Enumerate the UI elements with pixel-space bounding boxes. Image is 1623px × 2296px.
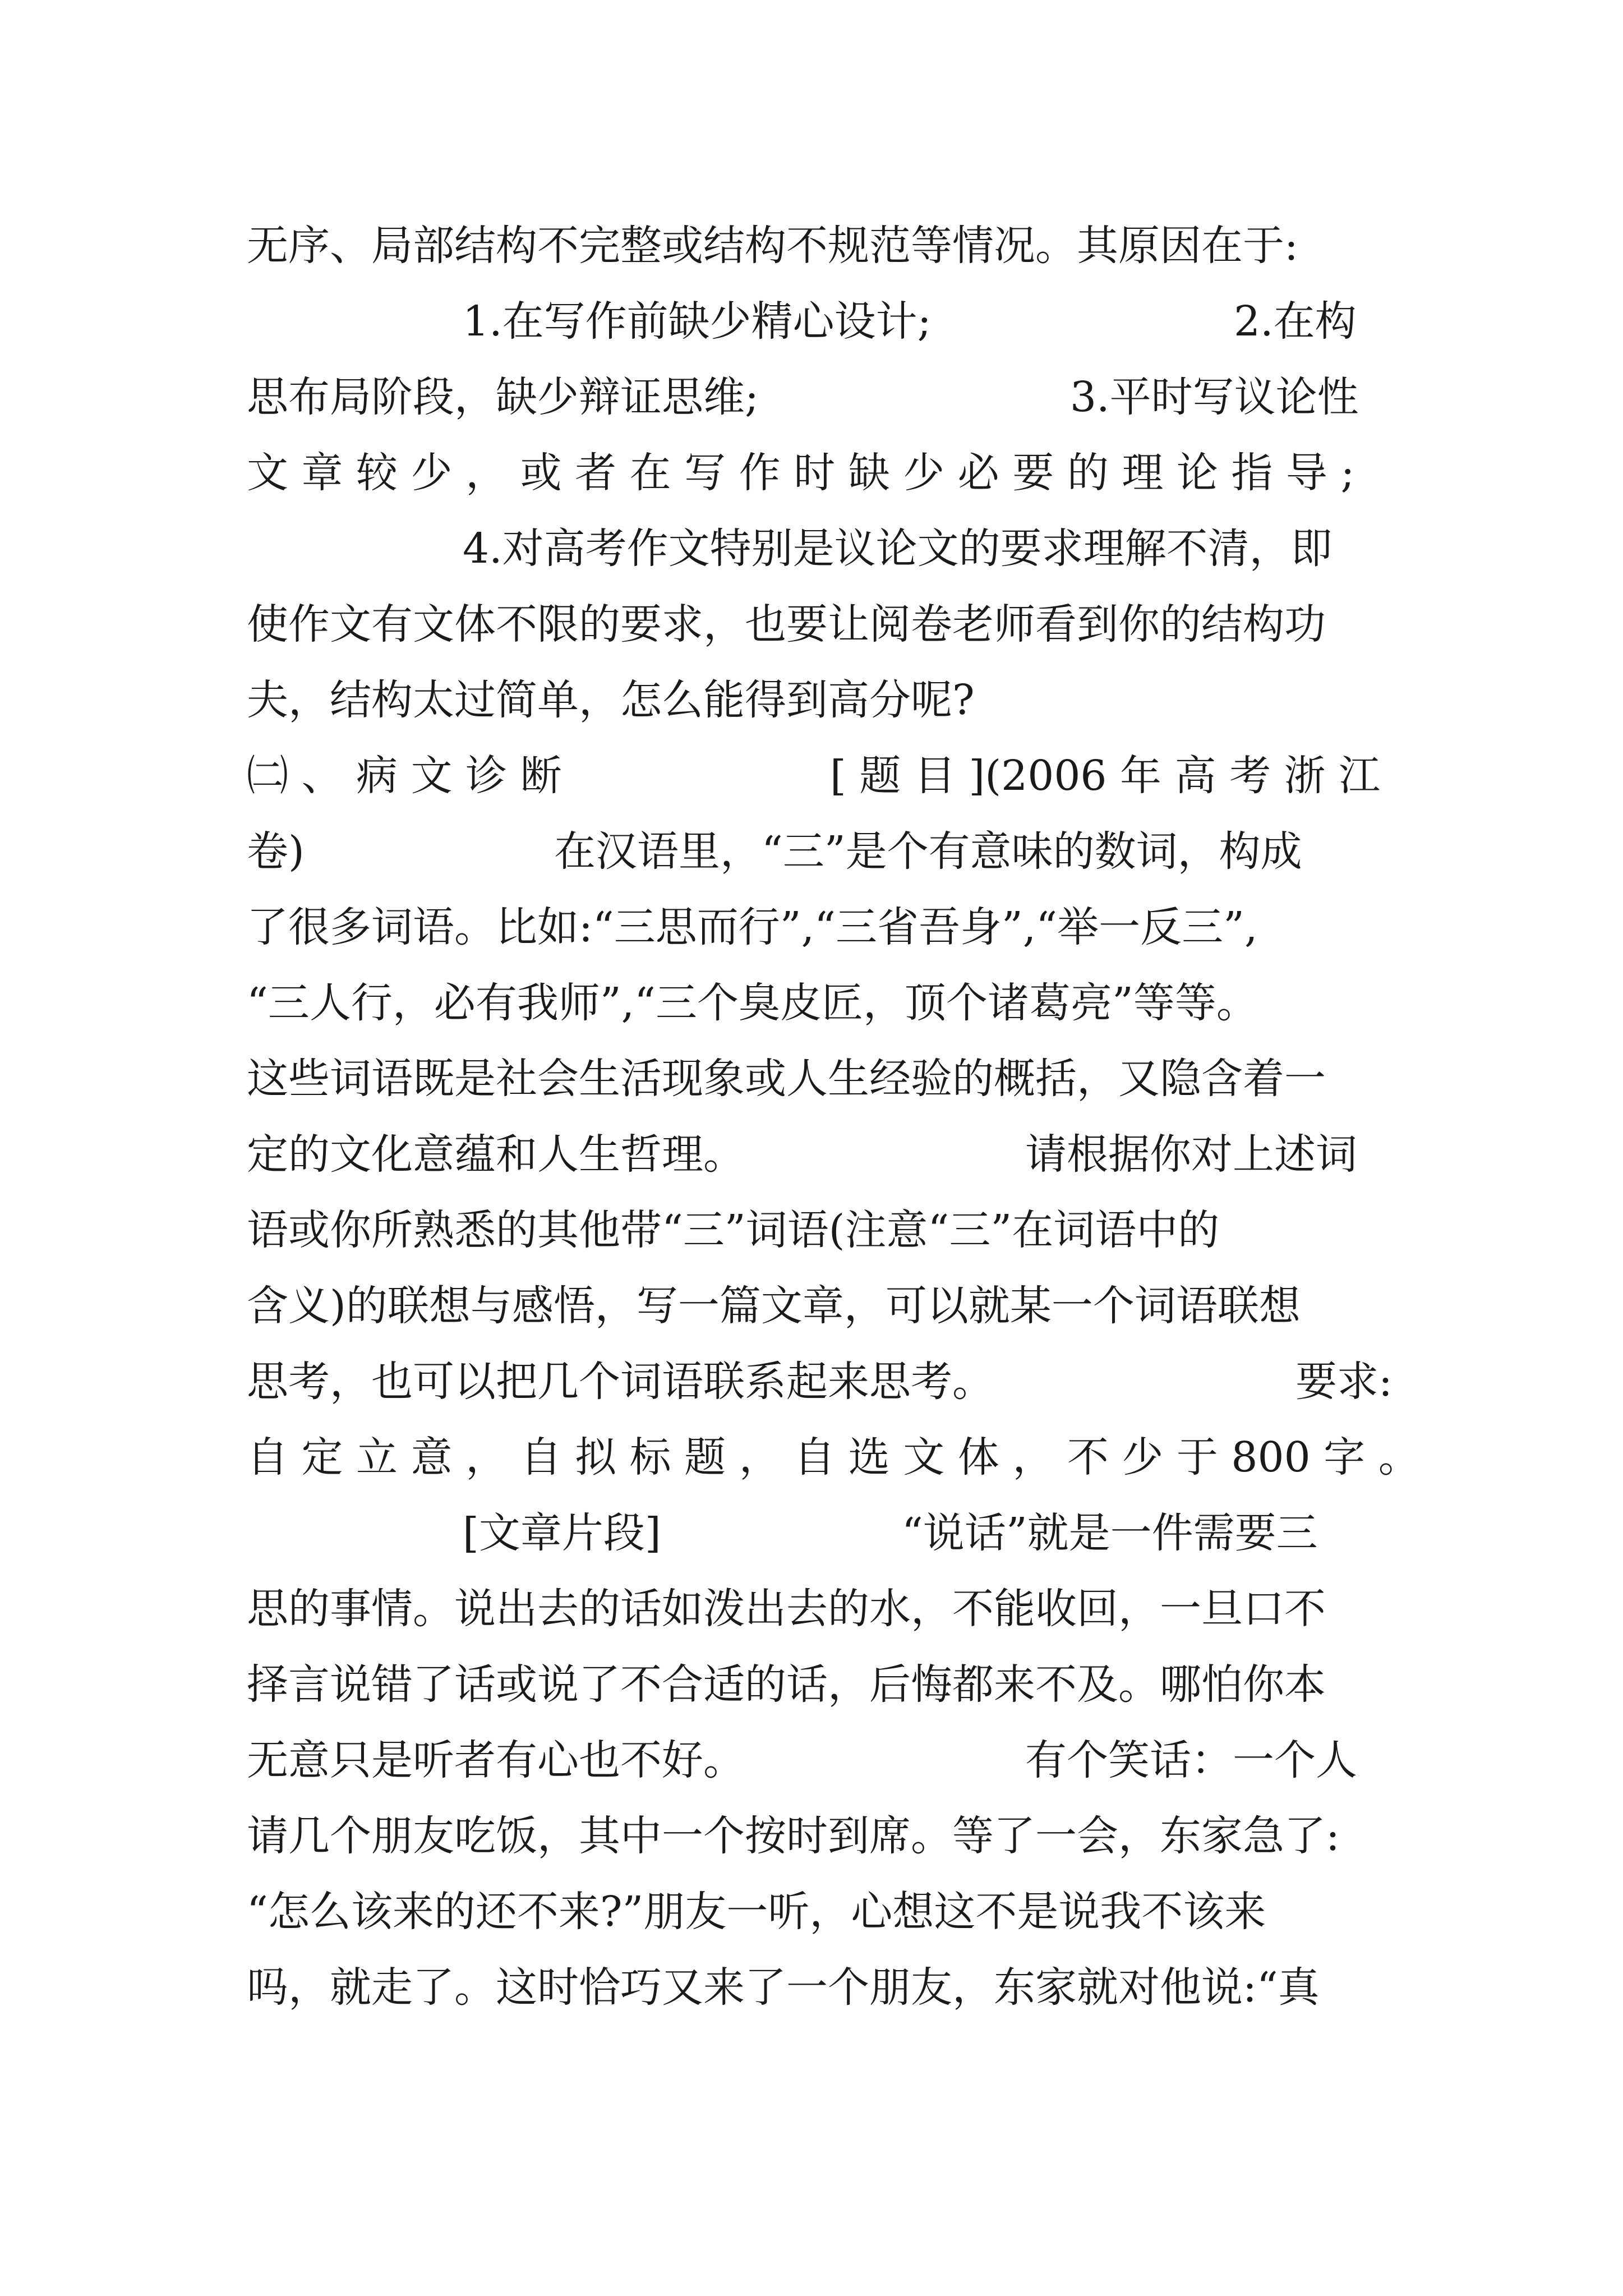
text-segment: 要求: <box>1295 1358 1393 1406</box>
text-segment: [文章片段] <box>463 1509 661 1557</box>
text-segment: 含义)的联想与感悟，写一篇文章，可以就某一个词语联想 <box>247 1282 1301 1330</box>
text-segment: 在汉语里，“三”是个有意味的数词，构成 <box>554 827 1302 876</box>
text-segment: “三人行，必有我师”,“三个臭皮匠，顶个诸葛亮”等等。 <box>247 979 1258 1027</box>
text-segment: 4.对高考作文特别是议论文的要求理解不清，即 <box>463 524 1332 573</box>
text-segment: 2.在构 <box>1234 297 1357 346</box>
text-segment: 请根据你对上述词 <box>1025 1130 1357 1179</box>
text-segment: 请几个朋友吃饭，其中一个按时到席。等了一会，东家急了: <box>247 1812 1340 1860</box>
text-segment: 自 定 立 意 ， 自 拟 标 题 ， 自 选 文 体 ， 不 少 于 800 字 。 <box>247 1433 1420 1481</box>
text-segment: 使作文有文体不限的要求，也要让阅卷老师看到你的结构功 <box>247 600 1326 648</box>
text-segment: ㈡ 、 病 文 诊 断 <box>247 752 562 800</box>
text-segment: 夫，结构太过简单，怎么能得到高分呢? <box>247 676 975 724</box>
text-segment: 吗，就走了。这时恰巧又来了一个朋友，东家就对他说:“真 <box>247 1963 1320 2012</box>
text-segment: 定的文化意蕴和人生哲理。 <box>247 1130 745 1179</box>
text-segment: “说话”就是一件需要三 <box>902 1509 1318 1557</box>
text-segment: 文 章 较 少 ， 或 者 在 写 作 时 缺 少 必 要 的 理 论 指 导 ; <box>247 449 1355 497</box>
text-segment: 3.平时写议论性 <box>1070 373 1359 421</box>
text-segment: [ 题 目 ](2006 年 高 考 浙 江 <box>830 752 1381 800</box>
text-segment: 卷) <box>247 827 305 876</box>
text-segment: 思考，也可以把几个词语联系起来思考。 <box>247 1358 994 1406</box>
text-segment: 这些词语既是社会生活现象或人生经验的概括，又隐含着一 <box>247 1055 1326 1103</box>
text-segment: 无序、局部结构不完整或结构不规范等情况。其原因在于: <box>247 222 1298 270</box>
text-segment: 语或你所熟悉的其他带“三”词语(注意“三”在词语中的 <box>247 1206 1220 1254</box>
text-segment: 思布局阶段，缺少辩证思维; <box>247 373 759 421</box>
text-segment: 了很多词语。比如:“三思而行”,“三省吾身”,“举一反三”, <box>247 903 1258 951</box>
text-segment: 有个笑话：一个人 <box>1025 1736 1357 1784</box>
text-segment: 择言说错了话或说了不合适的话，后悔都来不及。哪怕你本 <box>247 1660 1326 1709</box>
text-segment: 思的事情。说出去的话如泼出去的水，不能收回，一旦口不 <box>247 1585 1326 1633</box>
text-segment: 无意只是听者有心也不好。 <box>247 1736 745 1784</box>
text-segment: 1.在写作前缺少精心设计; <box>463 297 932 346</box>
text-segment: “怎么该来的还不来?”朋友一听，心想这不是说我不该来 <box>247 1888 1266 1936</box>
